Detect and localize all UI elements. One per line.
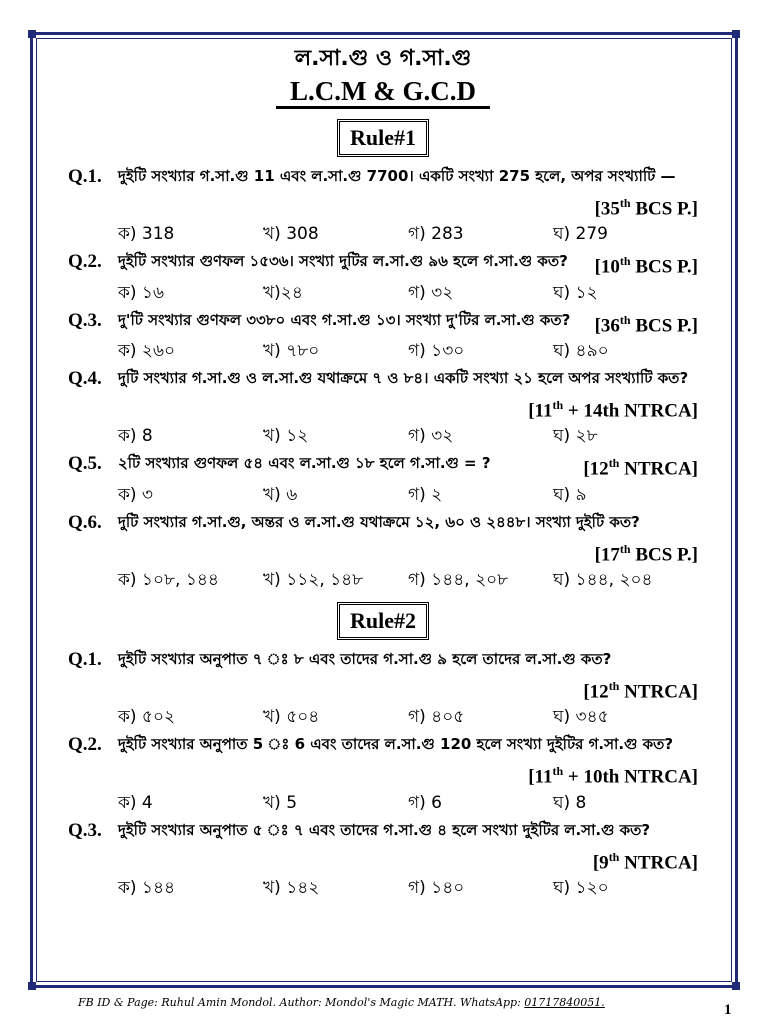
answer-option: খ) ৬ — [263, 484, 298, 505]
answer-option: ক) ১০৮, ১৪৪ — [118, 569, 219, 590]
question — [68, 731, 698, 814]
question-text-block — [118, 731, 698, 790]
whatsapp-number: 01717840051. — [524, 996, 605, 1009]
answer-options — [118, 281, 698, 305]
question-text: ২টি সংখ্যার গুণফল ৫৪ এবং ল.সা.গু ১৮ হলে গ.সা.গু = ? — [118, 454, 491, 473]
answer-option: গ) ৪০৫ — [408, 707, 465, 728]
answer-option: ঘ) ১৪৪, ২০৪ — [553, 569, 653, 590]
answer-option: ঘ) ১২ — [553, 282, 598, 303]
border-corner — [732, 982, 740, 990]
answer-option: ঘ) 8 — [553, 792, 587, 813]
border-corner — [732, 30, 740, 38]
answer-option: খ) ৫০৪ — [263, 707, 320, 728]
source-suffix: BCS P.] — [630, 314, 698, 336]
answer-options — [118, 568, 698, 592]
answer-option: গ) ১৪৪, ২০৮ — [408, 569, 509, 590]
answer-option: ঘ) ৪৯০ — [553, 340, 609, 361]
question-source — [583, 673, 698, 705]
question-number: Q.2. — [68, 251, 102, 273]
source-ordinal: th — [608, 849, 620, 864]
source-suffix: BCS P.] — [630, 198, 698, 220]
source-suffix: BCS P.] — [630, 543, 698, 565]
border-corner — [28, 982, 36, 990]
source-prefix: [35 — [594, 198, 620, 220]
question-number: Q.6. — [68, 511, 102, 533]
question-text: দুইটি সংখ্যার অনুপাত ৫ ঃ ৭ এবং তাদের গ.সা.গু ৪ হলে সংখ্যা দুইটির ল.সা.গু কত? — [118, 820, 651, 839]
answer-option: গ) 283 — [408, 224, 464, 245]
page-title-english-text: L.C.M & G.C.D — [276, 76, 490, 109]
question-number: Q.3. — [68, 309, 102, 331]
question-source — [528, 758, 698, 790]
source-ordinal: th — [619, 541, 631, 556]
source-suffix: NTRCA] — [619, 851, 698, 873]
question — [68, 646, 698, 729]
question-text-block — [118, 817, 698, 876]
question-text: দুইটি সংখ্যার অনুপাত ৭ ঃ ৮ এবং তাদের গ.সা.গু ৯ হলে তাদের ল.সা.গু কত? — [118, 649, 612, 668]
page-number: 1 — [724, 1002, 732, 1018]
question-source — [595, 536, 698, 568]
answer-option: খ) ১২ — [263, 426, 309, 447]
footer-text: FB ID & Page: Ruhul Amin Mondol. Author: Mondol's Magic MATH. WhatsApp: — [78, 996, 525, 1009]
answer-option: ক) 4 — [118, 792, 153, 813]
answer-option: ঘ) ১২০ — [553, 877, 609, 898]
page-title-bangla: ল.সা.গু ও গ.সা.গু — [294, 46, 472, 71]
rule-heading: Rule#1 — [337, 119, 429, 157]
border-corner — [28, 30, 36, 38]
question — [68, 365, 698, 448]
answer-option: ঘ) ২৮ — [553, 426, 598, 447]
question-number: Q.4. — [68, 367, 102, 389]
answer-option: গ) ২ — [408, 484, 443, 505]
answer-option: ক) ২৬০ — [118, 340, 176, 361]
rule-heading-wrap — [68, 602, 698, 640]
question — [68, 450, 698, 506]
answer-options — [118, 483, 698, 507]
question — [68, 307, 698, 363]
question-text: দুইটি সংখ্যার গ.সা.গু 11 এবং ল.সা.গু 7700। একটি সংখ্যা 275 হলে, অপর সংখ্যাটি — — [118, 167, 676, 185]
answer-option: ঘ) ৯ — [553, 484, 587, 505]
answer-option: ঘ) 279 — [553, 224, 608, 245]
question-text-block — [118, 365, 698, 424]
answer-option: খ) ৭৮০ — [263, 340, 320, 361]
page-title-english — [68, 76, 698, 109]
answer-option: গ) ৩২ — [408, 282, 454, 303]
answer-option: খ) ১৪২ — [263, 877, 320, 898]
answer-option: ক) ১৬ — [118, 282, 165, 303]
answer-option: গ) 6 — [408, 792, 442, 813]
answer-option: গ) ১৪০ — [408, 877, 465, 898]
rule-heading-wrap — [68, 119, 698, 157]
question — [68, 817, 698, 900]
question — [68, 248, 698, 304]
source-ordinal: th — [608, 678, 620, 693]
question-text-block — [118, 163, 698, 222]
question — [68, 509, 698, 592]
answer-option: খ) 308 — [263, 224, 319, 245]
answer-options — [118, 424, 698, 448]
source-prefix: [12 — [583, 458, 609, 480]
answer-options — [118, 791, 698, 815]
source-ordinal: th — [552, 764, 564, 779]
question-text: দুটি সংখ্যার গ.সা.গু ও ল.সা.গু যথাক্রমে ৭ ও ৮৪। একটি সংখ্যা ২১ হলে অপর সংখ্যাটি কত? — [118, 368, 689, 387]
source-prefix: [36 — [594, 314, 620, 336]
answer-option: ক) ৫০২ — [118, 707, 176, 728]
question-text: দু'টি সংখ্যার গুণফল ৩৩৮০ এবং গ.সা.গু ১৩। সংখ্যা দু'টির ল.সা.গু কত? — [118, 310, 571, 329]
source-prefix: [11 — [528, 766, 553, 788]
question-text-block — [118, 646, 698, 705]
answer-option: ক) 318 — [118, 224, 175, 245]
answer-option: ক) ৩ — [118, 484, 153, 505]
page-footer — [78, 996, 605, 1009]
source-prefix: [17 — [594, 543, 620, 565]
question-source — [583, 450, 698, 482]
answer-option: গ) ১৩০ — [408, 340, 465, 361]
answer-option: খ) ১১২, ১৪৮ — [263, 569, 364, 590]
question-text-block — [118, 307, 698, 339]
source-ordinal: th — [619, 254, 631, 269]
source-ordinal: th — [552, 397, 564, 412]
source-suffix: + 14th NTRCA] — [563, 400, 698, 422]
source-prefix: [10 — [594, 256, 620, 278]
question-text: দুইটি সংখ্যার গুণফল ১৫৩৬। সংখ্যা দুটির ল.সা.গু ৯৬ হলে গ.সা.গু কত? — [118, 252, 568, 271]
question-source — [595, 307, 698, 339]
question-text-block — [118, 248, 698, 280]
answer-options — [118, 222, 698, 246]
source-prefix: [12 — [583, 681, 609, 703]
question-number: Q.1. — [68, 166, 102, 187]
question-source — [528, 392, 698, 424]
question-text-block — [118, 509, 698, 568]
question-text: দুটি সংখ্যার গ.সা.গু, অন্তর ও ল.সা.গু যথাক্রমে ১২, ৬০ ও ২৪৪৮। সংখ্যা দুইটি কত? — [118, 512, 640, 531]
source-prefix: [11 — [528, 400, 553, 422]
question-source — [595, 248, 698, 280]
source-ordinal: th — [608, 456, 620, 471]
page-content — [68, 40, 698, 902]
answer-options — [118, 339, 698, 363]
question-text-block — [118, 450, 698, 482]
source-ordinal: th — [619, 196, 631, 210]
question-source — [593, 844, 698, 876]
answer-options — [118, 705, 698, 729]
rule-heading: Rule#2 — [337, 602, 429, 640]
question-source — [595, 190, 698, 222]
source-prefix: [9 — [592, 851, 609, 873]
source-suffix: + 10th NTRCA] — [563, 766, 698, 788]
answer-options — [118, 876, 698, 900]
question-number: Q.1. — [68, 648, 102, 670]
question-number: Q.5. — [68, 453, 102, 475]
rules-container — [68, 119, 698, 900]
answer-option: খ)২৪ — [263, 282, 303, 303]
question-text: দুইটি সংখ্যার অনুপাত 5 ঃ 6 এবং তাদের ল.সা.গু 120 হলে সংখ্যা দুইটির গ.সা.গু কত? — [118, 735, 674, 754]
source-ordinal: th — [619, 312, 631, 327]
answer-option: ক) 8 — [118, 426, 153, 447]
question-number: Q.3. — [68, 819, 102, 841]
answer-option: ক) ১৪৪ — [118, 877, 176, 898]
question — [68, 163, 698, 246]
question-number: Q.2. — [68, 734, 102, 756]
source-suffix: NTRCA] — [619, 458, 698, 480]
answer-option: খ) 5 — [263, 792, 298, 813]
answer-option: গ) ৩২ — [408, 426, 454, 447]
source-suffix: NTRCA] — [619, 681, 698, 703]
answer-option: ঘ) ৩৪৫ — [553, 707, 609, 728]
source-suffix: BCS P.] — [630, 256, 698, 278]
